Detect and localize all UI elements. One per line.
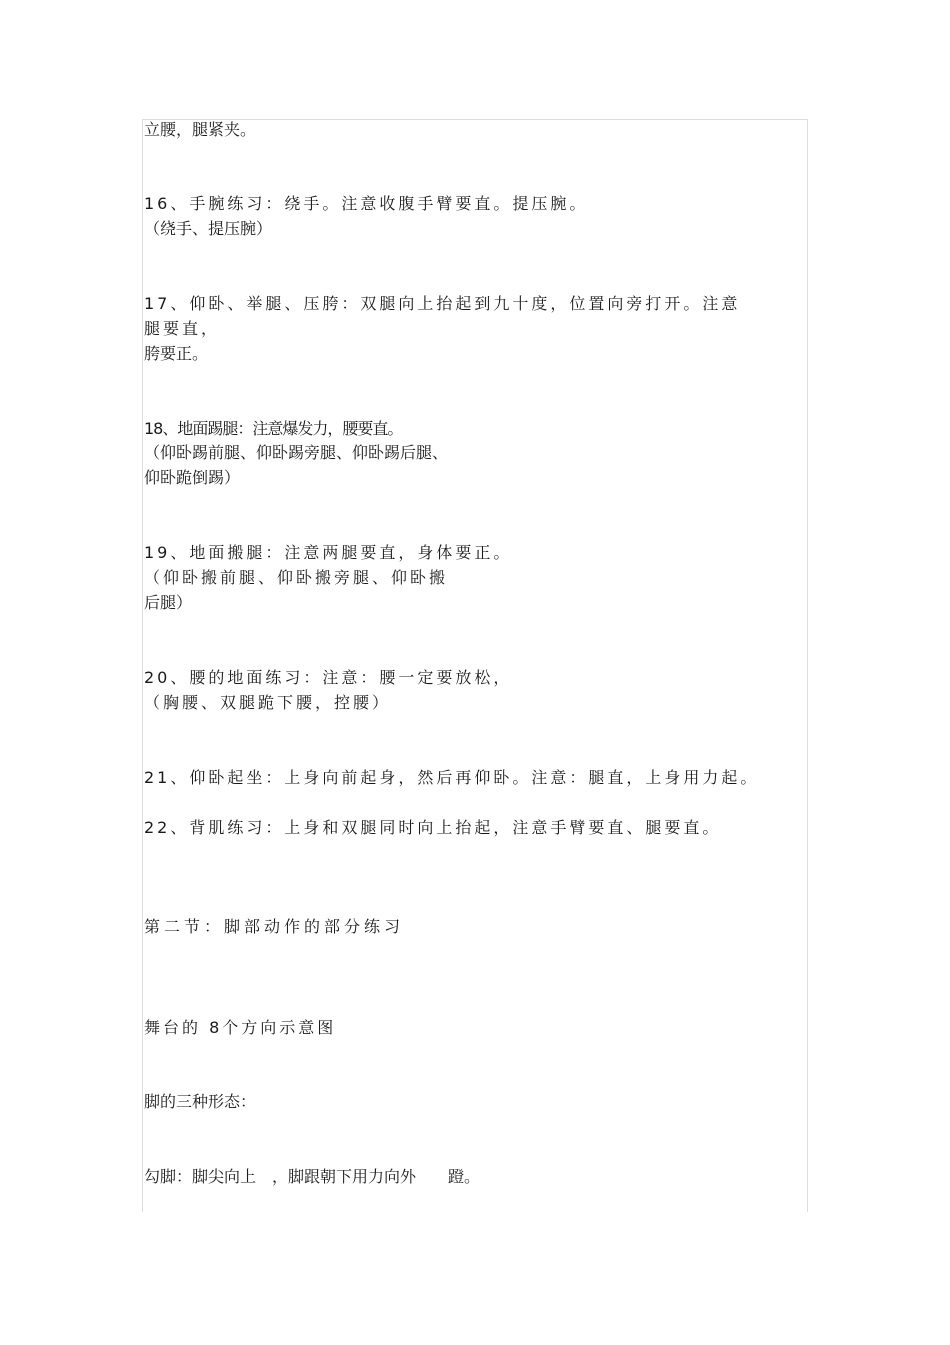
page-frame xyxy=(142,119,808,1212)
text-line: 腿要直， xyxy=(144,319,221,338)
text-line: 后腿） xyxy=(144,593,193,612)
text-line: 18、地面踢腿：注意爆发力，腰要直。 xyxy=(144,419,403,438)
text-line: 20、腰的地面练习：注意：腰一定要放松， xyxy=(144,668,513,687)
text-line: 立腰，腿紧夹。 xyxy=(144,120,257,139)
text-line: （胸腰、双腿跪下腰，控腰） xyxy=(144,693,392,712)
text-line: 仰卧跪倒踢） xyxy=(144,468,241,487)
text-line: （仰卧搬前腿、仰卧搬旁腿、仰卧搬 xyxy=(144,568,449,587)
text-line: 勾脚：脚尖向上 ，脚跟朝下用力向外 蹬。 xyxy=(144,1167,481,1186)
text-line: 22、背肌练习：上身和双腿同时向上抬起，注意手臂要直、腿要直。 xyxy=(144,818,722,837)
text-line: 脚的三种形态： xyxy=(144,1092,257,1111)
text-line: 17、仰卧、举腿、压胯：双腿向上抬起到九十度，位置向旁打开。注意 xyxy=(144,294,741,313)
text-line: 21、仰卧起坐：上身向前起身，然后再仰卧。注意：腿直，上身用力起。 xyxy=(144,768,760,787)
text-line: 舞台的 8个方向示意图 xyxy=(144,1018,337,1037)
text-line: 19、地面搬腿：注意两腿要直，身体要正。 xyxy=(144,543,513,562)
text-line: 16、手腕练习：绕手。注意收腹手臂要直。提压腕。 xyxy=(144,194,589,213)
text-line: （仰卧踢前腿、仰卧踢旁腿、仰卧踢后腿、 xyxy=(144,443,449,462)
text-line: 胯要正。 xyxy=(144,344,209,363)
text-line: （绕手、提压腕） xyxy=(144,219,273,238)
section-heading: 第二节：脚部动作的部分练习 xyxy=(144,917,405,936)
